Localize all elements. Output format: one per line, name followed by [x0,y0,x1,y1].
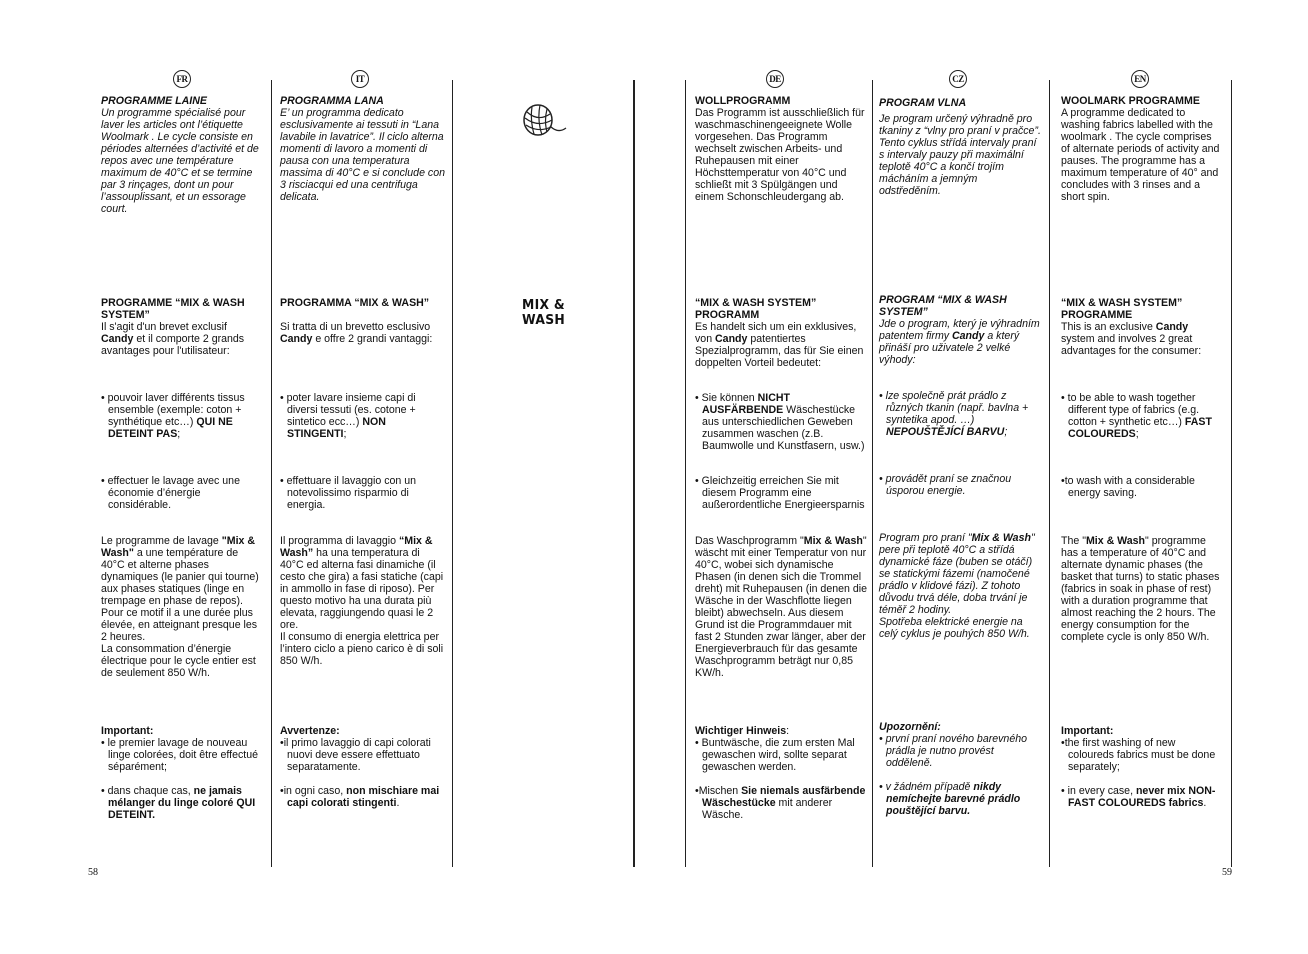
important-it: Avvertenze: •il primo lavaggio di capi colorati nuovi deve essere effettuato separatamente. •in ogni caso, non mischiare mai capi colorati stingenti. [280,725,440,809]
bullet-fr-2: • effectuer le lavage avec une économie d’énergie considérable. [101,475,240,511]
important-de: Wichtiger Hinweis: • Buntwäsche, die zum ersten Mal gewaschen wird, sollte separat gewaschen werden. •Mischen Sie niemals ausfärbende Wäschestücke mit anderer Wäsche. [695,725,866,821]
description-fr: Le programme de lavage "Mix & Wash" a une température de 40°C et alterne phases dynamiques (le panier qui tourne) aux phases statiques (linge en trempage en phase de repos). Pour ce motif il a une durée plus élevée, en atteignant presque les 2 heures. La consommation d’énergie électrique pour le cycle entier est de seulement 850 W/h. [101,535,259,679]
column-divider [1049,80,1050,867]
language-badge-de: DE [766,70,784,88]
section-title: PROGRAMME “MIX & WASH SYSTEM” [101,297,245,321]
bullet-it-1: • poter lavare insieme capi di diversi tessuti (es. cotone + sintetico ecc…) NON STINGENTI; [280,392,416,440]
page-number-left: 58 [88,867,98,878]
important-en: Important: •the first washing of new coloureds fabrics must be done separately; • in every case, never mix NON-FAST COLOUREDS fabrics. [1061,725,1216,809]
bullet-de-2: • Gleichzeitig erreichen Sie mit diesem Programm eine außerordentliche Energieersparnis [695,475,865,511]
section-text: Il s'agit d'un brevet exclusif Candy et il comporte 2 grands avantages pour l'utilisateur: [101,321,245,357]
language-badge-cz: CZ [949,70,967,88]
description-en: The "Mix & Wash" programme has a temperature of 40°C and alternate dynamic phases (the basket that turns) to static phases (fabrics in soak in phase of rest) with a duration programme that almost reaching the 2 hours. The energy consumption for the complete cycle is only 850 W/h. [1061,535,1220,643]
column-divider [872,80,873,867]
mix-section-en: “MIX & WASH SYSTEM” PROGRAMME This is an exclusive Candy system and involves 2 great advantages for the consumer: [1061,297,1202,357]
column-divider [685,80,686,867]
description-cz: Program pro praní "Mix & Wash" pere při teplotě 40°C a střídá dynamické fáze (buben se otáčí) se statickými fázemi (namočené prádlo v klidové fázi). Z tohoto důvodu trvá déle, doba trvání je téměř 2 hodiny. Spotřeba elektrické energie na celý cyklus je pouhých 850 W/h. [879,532,1035,640]
mix-section-fr [101,297,261,357]
wool-yarn-icon [520,100,570,147]
wool-section-cz: PROGRAM VLNA Je program určený výhradně pro tkaniny z “vlny pro praní v pračce”. Tento cyklus střídá intervaly praní s intervaly pauzy při maximální teplotě 40°C a končí trojím mácháním a jemným odstředěním. [879,97,1041,197]
wool-section-fr [101,95,261,215]
wool-section-de: WOLLPROGRAMM Das Programm ist ausschließlich für waschmaschinengeeignete Wolle vorgesehen. Das Programm wechselt zwischen Arbeits- und Ruhepausen mit einer Höchsttemperatur von 40°C und schließt mit 3 Spülgängen und einem Schonschleudergang ab. [695,95,865,203]
important-fr: Important: • le premier lavage de nouveau linge colorées, doit être effectué séparément; • dans chaque cas, ne jamais mélanger du linge coloré QUI DETEINT. [101,725,258,821]
description-it: Il programma di lavaggio “Mix & Wash” ha una temperatura di 40°C ed alterna fasi dinamiche (il cesto che gira) a fasi statiche (capi in ammollo in fase di riposo). Per questo motivo ha una durata più elevata, raggiungendo quasi le 2 ore. Il consumo di energia elettrica per l’intero ciclo a pieno carico è di soli 850 W/h. [280,535,444,667]
bullet-it-2: • effettuare il lavaggio con un notevolissimo risparmio di energia. [280,475,417,511]
wool-section-it: PROGRAMMA LANA E’ un programma dedicato esclusivamente ai tessuti in “Lana lavabile in lavatrice”. Il ciclo alterna momenti di lavoro a momenti di pausa con una temperatura massima di 40°C e si conclude con 3 risciacqui ed una centrifuga delicata. [280,95,445,203]
column-divider [271,80,272,867]
mix-section-it: PROGRAMMA “MIX & WASH” Si tratta di un brevetto esclusivo Candy e offre 2 grandi vantaggi: [280,297,433,345]
important-cz: Upozornění: • první praní nového barevného prádla je nutno provést odděleně. • v žádném případě nikdy nemíchejte barevné prádlo pouštějící barvu. [879,721,1028,817]
mix-wash-title-line2: WASH [522,313,566,328]
mix-wash-title [522,298,565,328]
page-number-right: 59 [1222,867,1232,878]
language-badge-fr: FR [173,70,191,88]
bullet-en-2: •to wash with a considerable energy saving. [1061,475,1195,499]
section-title: PROGRAMME LAINE [101,95,207,107]
column-divider [452,80,453,867]
wool-section-en: WOOLMARK PROGRAMME A programme dedicated to washing fabrics labelled with the woolmark . The cycle comprises of alternate periods of activity and pauses. The programme has a maximum temperature of 40° and concludes with 3 rinses and a short spin. [1061,95,1220,203]
section-text: Un programme spécialisé pour laver les articles ont l’étiquette Woolmark . Le cycle consiste en périodes alternées d’activité et de repos avec une température maximum de 40°C et se termine par 3 rinçages, dont un pour l’assouplissant, et un essorage court. [101,107,259,215]
bullet-cz-1: • lze společně prát prádlo z různých tkanin (např. bavlna + syntetika apod. …) NEPOUŠTĚJÍCÍ BARVU; [879,390,1029,438]
bullet-en-1: • to be able to wash together different type of fabrics (e.g. cotton + synthetic etc…) FAST COLOUREDS; [1061,392,1212,440]
bullet-cz-2: • provádět praní se značnou úsporou energie. [879,473,1012,497]
mix-section-cz: PROGRAM “MIX & WASH SYSTEM” Jde o program, který je výhradním patentem firmy Candy a který přináší pro uživatele 2 velké výhody: [879,294,1040,366]
mix-section-de: “MIX & WASH SYSTEM” PROGRAMM Es handelt sich um ein exklusives, von Candy patentiertes Spezialprogramm, das für Sie einen doppelten Vorteil bedeutet: [695,297,864,369]
language-badge-en: EN [1131,70,1149,88]
language-badge-it: IT [351,70,369,88]
bullet-de-1: • Sie können NICHT AUSFÄRBENDE Wäschestücke aus unterschiedlichen Geweben zusammen waschen (z.B. Baumwolle und Kunstfasern, usw.) [695,392,865,452]
description-de: Das Waschprogramm "Mix & Wash" wäscht mit einer Temperatur von nur 40°C, wobei sich dynamische Phasen (in denen sich die Trommel dreht) mit Ruhepausen (in denen die Wäsche in der Waschflotte liegen bleibt) abwechseln. Aus diesem Grund ist die Programmdauer mit fast 2 Stunden zwar länger, aber der Energieverbrauch für das gesamte Waschprogramm beträgt nur 0,85 KW/h. [695,535,867,679]
column-divider [1231,80,1232,867]
mix-wash-title-line1: MIX & [522,298,565,313]
bullet-fr-1: • pouvoir laver différents tissus ensemble (exemple: coton + synthétique etc…) QUI NE DETEINT PAS; [101,392,245,440]
page-fold-divider [633,80,635,867]
